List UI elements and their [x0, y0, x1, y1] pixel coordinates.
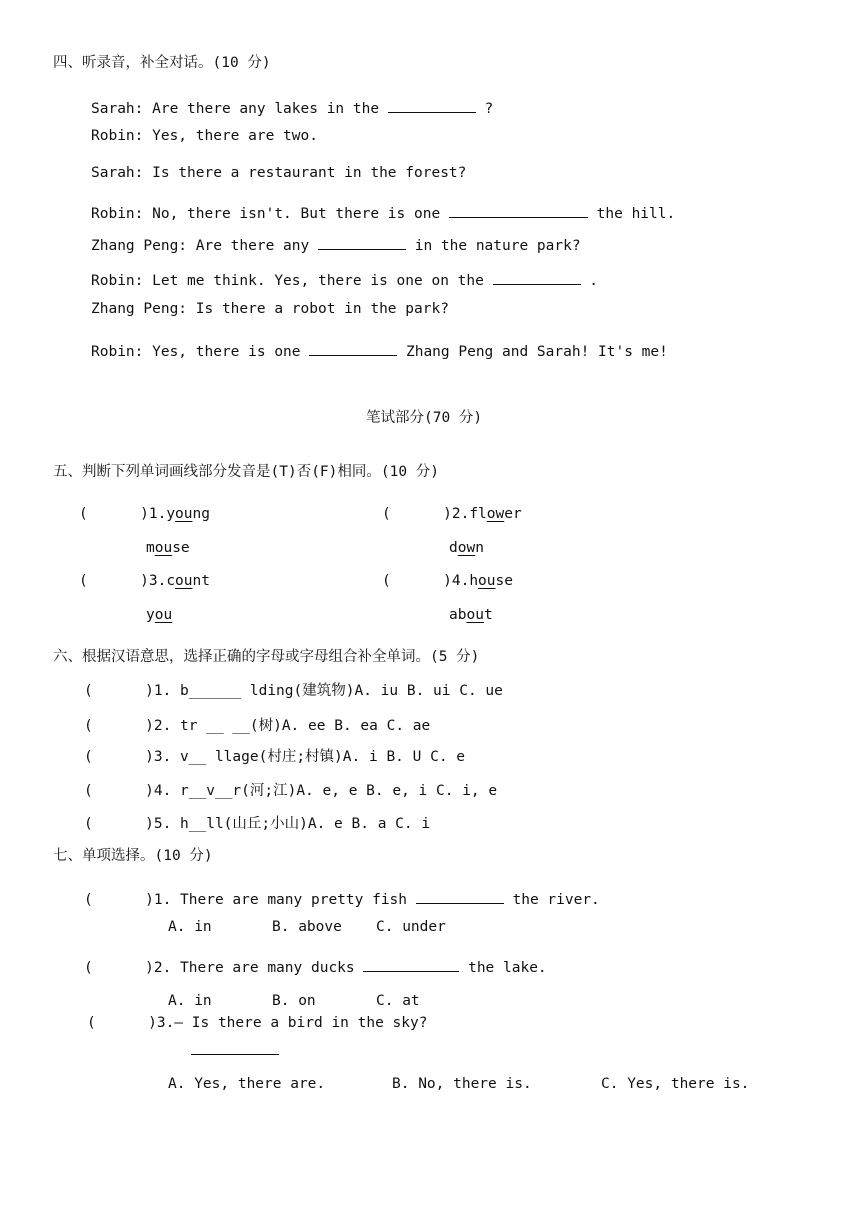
mcq-question-2: ( )2. There are many ducks the lake. — [84, 957, 547, 976]
answer-blank-4[interactable] — [493, 270, 581, 285]
mcq-question-1: ( )1. There are many pretty fish the river. — [84, 889, 600, 908]
answer-paren[interactable]: ( ) — [84, 749, 154, 765]
phonics-item-2-word2: down — [449, 540, 484, 556]
mcq-3-option-c[interactable]: C. Yes, there is. — [601, 1076, 750, 1092]
answer-blank-5[interactable] — [309, 341, 397, 356]
answer-paren[interactable]: ( ) — [84, 783, 154, 799]
spelling-item-1: ( )1. b______ lding(建筑物)A. iu B. ui C. ue — [84, 683, 503, 699]
phonics-item-2: ( )2.flower — [382, 506, 522, 522]
dialogue-line-2: Robin: Yes, there are two. — [91, 128, 318, 144]
mcq-1-option-b[interactable]: B. above — [272, 919, 342, 935]
spelling-item-4: ( )4. r__v__r(河;江)A. e, e B. e, i C. i, e — [84, 783, 498, 799]
dialogue-line-5: Zhang Peng: Are there any in the nature park? — [91, 235, 581, 254]
answer-blank-2[interactable] — [449, 203, 588, 218]
answer-paren[interactable]: ( ) — [79, 506, 149, 522]
phonics-item-4: ( )4.house — [382, 573, 513, 589]
answer-paren[interactable]: ( ) — [382, 573, 452, 589]
mcq-1-option-c[interactable]: C. under — [376, 919, 446, 935]
mcq-3-option-b[interactable]: B. No, there is. — [392, 1076, 532, 1092]
phonics-item-1: ( )1.young — [79, 506, 210, 522]
answer-paren[interactable]: ( ) — [84, 960, 154, 976]
mcq-3-answer-line[interactable] — [191, 1040, 279, 1059]
dialogue-line-6: Robin: Let me think. Yes, there is one on the . — [91, 270, 598, 289]
answer-blank-6[interactable] — [416, 889, 504, 904]
dialogue-line-8: Robin: Yes, there is one Zhang Peng and Sarah! It's me! — [91, 341, 668, 360]
answer-blank-7[interactable] — [363, 957, 459, 972]
section5-heading: 五、判断下列单词画线部分发音是(T)否(F)相同。(10 分) — [53, 464, 440, 480]
answer-blank-8[interactable] — [191, 1040, 279, 1055]
answer-blank-3[interactable] — [318, 235, 406, 250]
answer-paren[interactable]: ( ) — [84, 892, 154, 908]
mcq-2-option-c[interactable]: C. at — [376, 993, 420, 1009]
phonics-item-1-word2: mouse — [146, 540, 190, 556]
mcq-2-option-b[interactable]: B. on — [272, 993, 316, 1009]
mcq-2-option-a[interactable]: A. in — [168, 993, 212, 1009]
answer-blank-1[interactable] — [388, 98, 476, 113]
answer-paren[interactable]: ( ) — [87, 1015, 157, 1031]
section7-heading: 七、单项选择。(10 分) — [53, 848, 213, 864]
written-part-title: 笔试部分(70 分) — [366, 410, 483, 426]
section6-heading: 六、根据汉语意思，选择正确的字母或字母组合补全单词。(5 分) — [53, 649, 480, 665]
section4-heading: 四、听录音，补全对话。(10 分) — [53, 55, 271, 71]
answer-paren[interactable]: ( ) — [79, 573, 149, 589]
answer-paren[interactable]: ( ) — [84, 816, 154, 832]
mcq-question-3: ( )3.— Is there a bird in the sky? — [87, 1015, 428, 1031]
dialogue-line-4: Robin: No, there isn't. But there is one the hill. — [91, 203, 675, 222]
mcq-3-option-a[interactable]: A. Yes, there are. — [168, 1076, 326, 1092]
answer-paren[interactable]: ( ) — [84, 718, 154, 734]
phonics-item-3-word2: you — [146, 607, 173, 623]
dialogue-line-3: Sarah: Is there a restaurant in the forest? — [91, 165, 467, 181]
spelling-item-5: ( )5. h__ll(山丘;小山)A. e B. a C. i — [84, 816, 431, 832]
phonics-item-3: ( )3.count — [79, 573, 210, 589]
phonics-item-4-word2: about — [449, 607, 493, 623]
dialogue-line-7: Zhang Peng: Is there a robot in the park? — [91, 301, 449, 317]
answer-paren[interactable]: ( ) — [382, 506, 452, 522]
answer-paren[interactable]: ( ) — [84, 683, 154, 699]
spelling-item-3: ( )3. v__ llage(村庄;村镇)A. i B. U C. e — [84, 749, 466, 765]
spelling-item-2: ( )2. tr __ __(树)A. ee B. ea C. ae — [84, 718, 431, 734]
mcq-1-option-a[interactable]: A. in — [168, 919, 212, 935]
dialogue-line-1: Sarah: Are there any lakes in the ? — [91, 98, 493, 117]
